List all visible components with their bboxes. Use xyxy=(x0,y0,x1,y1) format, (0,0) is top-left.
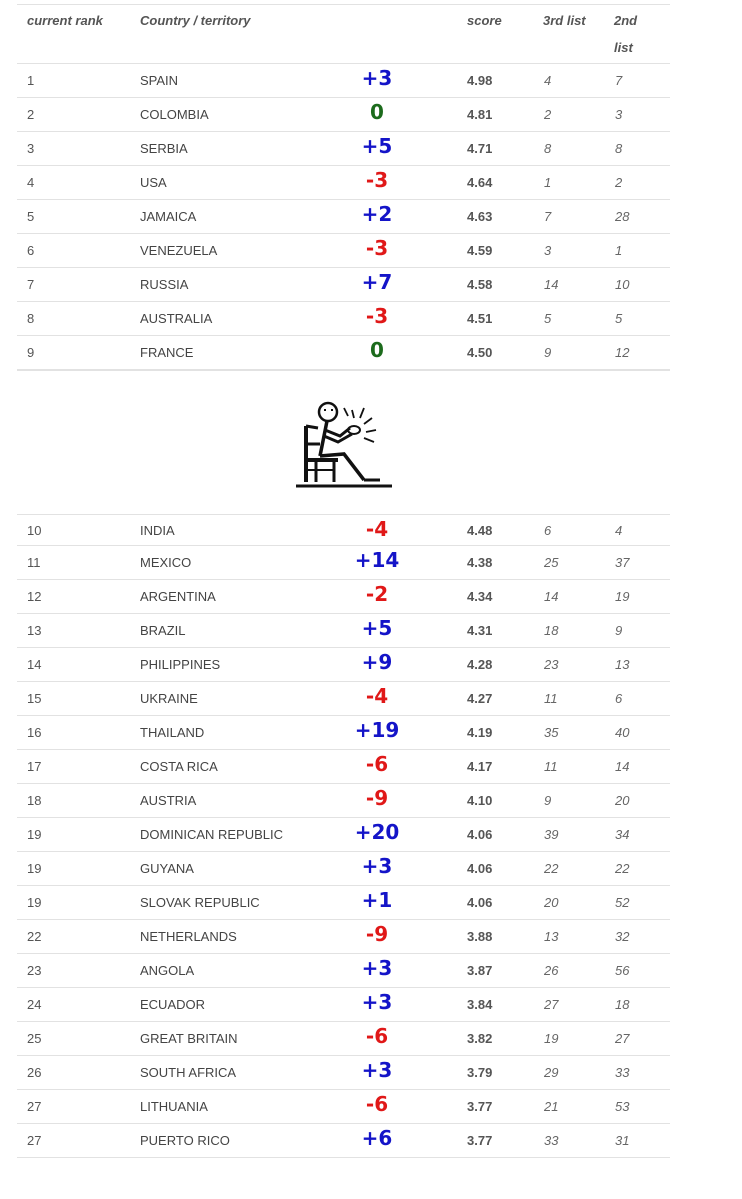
rank-cell: 6 xyxy=(27,243,35,258)
divider xyxy=(17,370,670,371)
third-list-cell: 19 xyxy=(544,1031,559,1046)
table-row xyxy=(17,302,670,336)
table-row xyxy=(17,886,670,920)
country-cell: SLOVAK REPUBLIC xyxy=(140,895,260,910)
country-cell: MEXICO xyxy=(140,555,192,570)
country-cell: ARGENTINA xyxy=(140,589,216,604)
table-row xyxy=(17,818,670,852)
table-header xyxy=(17,4,670,64)
score-cell: 4.27 xyxy=(467,691,493,706)
rank-cell: 3 xyxy=(27,141,35,156)
country-cell: LITHUANIA xyxy=(140,1099,208,1114)
score-cell: 4.71 xyxy=(467,141,493,156)
country-cell: GREAT BRITAIN xyxy=(140,1031,238,1046)
rank-change-cell: +3 xyxy=(361,1058,393,1082)
third-list-cell: 18 xyxy=(544,623,559,638)
table-row xyxy=(17,234,670,268)
country-cell: INDIA xyxy=(140,523,175,538)
second-list-cell: 13 xyxy=(615,657,630,672)
header-second-list-line2: list xyxy=(614,40,633,55)
table-row xyxy=(17,682,670,716)
rank-cell: 13 xyxy=(27,623,42,638)
rank-change-cell: +5 xyxy=(361,134,393,158)
rank-change-cell: -4 xyxy=(365,684,389,708)
header-third-list: 3rd list xyxy=(543,13,586,28)
table-row xyxy=(17,716,670,750)
country-cell: JAMAICA xyxy=(140,209,197,224)
table-row xyxy=(17,64,670,98)
country-cell: PHILIPPINES xyxy=(140,657,221,672)
third-list-cell: 27 xyxy=(544,997,559,1012)
table-row xyxy=(17,750,670,784)
score-cell: 3.88 xyxy=(467,929,493,944)
table-row xyxy=(17,132,670,166)
second-list-cell: 22 xyxy=(615,861,630,876)
rank-change-cell: +3 xyxy=(361,854,393,878)
country-cell: NETHERLANDS xyxy=(140,929,237,944)
rank-change-cell: +9 xyxy=(361,650,393,674)
rank-change-cell: -6 xyxy=(365,1024,389,1048)
second-list-cell: 2 xyxy=(615,175,623,190)
table-row xyxy=(17,920,670,954)
rank-change-cell: -6 xyxy=(365,752,389,776)
header-second-list: 2nd xyxy=(614,13,638,28)
second-list-cell: 12 xyxy=(615,345,630,360)
country-cell: BRAZIL xyxy=(140,623,186,638)
table-row xyxy=(17,614,670,648)
score-cell: 4.06 xyxy=(467,895,493,910)
second-list-cell: 3 xyxy=(615,107,623,122)
second-list-cell: 4 xyxy=(615,523,623,538)
rank-change-cell: +3 xyxy=(361,990,393,1014)
rank-cell: 9 xyxy=(27,345,35,360)
country-cell: UKRAINE xyxy=(140,691,198,706)
score-cell: 4.06 xyxy=(467,861,493,876)
table-row xyxy=(17,580,670,614)
score-cell: 4.17 xyxy=(467,759,493,774)
rank-cell: 22 xyxy=(27,929,42,944)
table-row xyxy=(17,784,670,818)
third-list-cell: 4 xyxy=(544,73,552,88)
rank-change-cell: -3 xyxy=(365,304,389,328)
second-list-cell: 52 xyxy=(615,895,630,910)
rank-cell: 12 xyxy=(27,589,42,604)
country-cell: ANGOLA xyxy=(140,963,195,978)
table-row xyxy=(17,988,670,1022)
score-cell: 3.77 xyxy=(467,1099,493,1114)
person-in-chair-clapping-icon xyxy=(294,394,394,490)
rank-cell: 26 xyxy=(27,1065,42,1080)
country-cell: THAILAND xyxy=(140,725,205,740)
score-cell: 4.10 xyxy=(467,793,493,808)
rank-cell: 14 xyxy=(27,657,42,672)
third-list-cell: 25 xyxy=(544,555,559,570)
third-list-cell: 21 xyxy=(544,1099,559,1114)
rank-cell: 2 xyxy=(27,107,35,122)
header-rank: current rank xyxy=(27,13,103,28)
rank-change-cell: 0 xyxy=(370,100,384,124)
rank-cell: 27 xyxy=(27,1133,42,1148)
third-list-cell: 6 xyxy=(544,523,552,538)
rank-cell: 23 xyxy=(27,963,42,978)
rank-cell: 11 xyxy=(27,555,41,570)
third-list-cell: 11 xyxy=(544,691,558,706)
country-cell: DOMINICAN REPUBLIC xyxy=(140,827,284,842)
second-list-cell: 32 xyxy=(615,929,630,944)
country-cell: COLOMBIA xyxy=(140,107,209,122)
country-cell: FRANCE xyxy=(140,345,194,360)
rank-change-cell: -4 xyxy=(365,517,389,541)
third-list-cell: 1 xyxy=(544,175,552,190)
score-cell: 4.58 xyxy=(467,277,493,292)
country-cell: SPAIN xyxy=(140,73,179,88)
second-list-cell: 28 xyxy=(615,209,630,224)
rank-cell: 1 xyxy=(27,73,35,88)
second-list-cell: 9 xyxy=(615,623,623,638)
rank-cell: 24 xyxy=(27,997,42,1012)
second-list-cell: 56 xyxy=(615,963,630,978)
rank-change-cell: +1 xyxy=(361,888,393,912)
table-row xyxy=(17,852,670,886)
table-row xyxy=(17,648,670,682)
country-cell: SOUTH AFRICA xyxy=(140,1065,237,1080)
rank-change-cell: -3 xyxy=(365,168,389,192)
score-cell: 3.77 xyxy=(467,1133,493,1148)
rank-cell: 5 xyxy=(27,209,35,224)
rank-change-cell: -3 xyxy=(365,236,389,260)
rank-change-cell: +5 xyxy=(361,616,393,640)
score-cell: 4.28 xyxy=(467,657,493,672)
third-list-cell: 29 xyxy=(544,1065,559,1080)
score-cell: 4.98 xyxy=(467,73,493,88)
second-list-cell: 7 xyxy=(615,73,623,88)
table-row xyxy=(17,1056,670,1090)
score-cell: 4.50 xyxy=(467,345,493,360)
third-list-cell: 23 xyxy=(544,657,559,672)
table-row xyxy=(17,200,670,234)
second-list-cell: 8 xyxy=(615,141,623,156)
third-list-cell: 11 xyxy=(544,759,558,774)
table-row xyxy=(17,336,670,370)
second-list-cell: 20 xyxy=(615,793,630,808)
rank-cell: 18 xyxy=(27,793,42,808)
rank-cell: 4 xyxy=(27,175,35,190)
country-cell: AUSTRIA xyxy=(140,793,197,808)
second-list-cell: 27 xyxy=(615,1031,630,1046)
second-list-cell: 1 xyxy=(615,243,623,258)
second-list-cell: 5 xyxy=(615,311,623,326)
rank-change-cell: +3 xyxy=(361,66,393,90)
rank-change-cell: +7 xyxy=(361,270,393,294)
rank-change-cell: +14 xyxy=(354,548,400,572)
rank-change-cell: -6 xyxy=(365,1092,389,1116)
second-list-cell: 6 xyxy=(615,691,623,706)
rank-cell: 16 xyxy=(27,725,42,740)
country-cell: SERBIA xyxy=(140,141,188,156)
rank-change-cell: +19 xyxy=(354,718,400,742)
table-row xyxy=(17,98,670,132)
country-cell: USA xyxy=(140,175,167,190)
table-row xyxy=(17,515,670,546)
rank-change-cell: +20 xyxy=(354,820,400,844)
score-cell: 3.82 xyxy=(467,1031,493,1046)
score-cell: 4.51 xyxy=(467,311,493,326)
country-cell: ECUADOR xyxy=(140,997,206,1012)
third-list-cell: 3 xyxy=(544,243,552,258)
third-list-cell: 20 xyxy=(544,895,559,910)
score-cell: 4.48 xyxy=(467,523,493,538)
second-list-cell: 33 xyxy=(615,1065,630,1080)
rank-change-cell: -9 xyxy=(365,922,389,946)
score-cell: 4.31 xyxy=(467,623,493,638)
second-list-cell: 10 xyxy=(615,277,630,292)
score-cell: 3.79 xyxy=(467,1065,493,1080)
third-list-cell: 39 xyxy=(544,827,559,842)
second-list-cell: 37 xyxy=(615,555,630,570)
third-list-cell: 33 xyxy=(544,1133,559,1148)
country-cell: PUERTO RICO xyxy=(140,1133,230,1148)
third-list-cell: 14 xyxy=(544,589,559,604)
second-list-cell: 53 xyxy=(615,1099,630,1114)
country-cell: GUYANA xyxy=(140,861,194,876)
table-row xyxy=(17,1090,670,1124)
second-list-cell: 14 xyxy=(615,759,630,774)
second-list-cell: 19 xyxy=(615,589,630,604)
score-cell: 3.84 xyxy=(467,997,493,1012)
score-cell: 4.64 xyxy=(467,175,493,190)
header-country: Country / territory xyxy=(140,13,251,28)
country-cell: COSTA RICA xyxy=(140,759,218,774)
table-row xyxy=(17,166,670,200)
table-row xyxy=(17,1124,670,1158)
third-list-cell: 8 xyxy=(544,141,552,156)
second-list-cell: 40 xyxy=(615,725,630,740)
score-cell: 3.87 xyxy=(467,963,493,978)
table-row xyxy=(17,1022,670,1056)
table-row xyxy=(17,954,670,988)
country-cell: AUSTRALIA xyxy=(140,311,213,326)
third-list-cell: 7 xyxy=(544,209,552,224)
rank-cell: 10 xyxy=(27,523,42,538)
third-list-cell: 5 xyxy=(544,311,552,326)
score-cell: 4.19 xyxy=(467,725,493,740)
rank-cell: 19 xyxy=(27,827,42,842)
second-list-cell: 31 xyxy=(615,1133,630,1148)
score-cell: 4.38 xyxy=(467,555,493,570)
second-list-cell: 18 xyxy=(615,997,630,1012)
rank-cell: 15 xyxy=(27,691,42,706)
score-cell: 4.59 xyxy=(467,243,493,258)
third-list-cell: 35 xyxy=(544,725,559,740)
rank-cell: 27 xyxy=(27,1099,42,1114)
rank-change-cell: +3 xyxy=(361,956,393,980)
third-list-cell: 14 xyxy=(544,277,559,292)
header-score: score xyxy=(467,13,502,28)
rank-change-cell: +2 xyxy=(361,202,393,226)
rank-cell: 19 xyxy=(27,895,42,910)
third-list-cell: 9 xyxy=(544,345,552,360)
score-cell: 4.81 xyxy=(467,107,493,122)
second-list-cell: 34 xyxy=(615,827,630,842)
third-list-cell: 26 xyxy=(544,963,559,978)
rank-change-cell: 0 xyxy=(370,338,384,362)
rank-change-cell: -2 xyxy=(365,582,389,606)
rank-cell: 19 xyxy=(27,861,42,876)
rank-change-cell: +6 xyxy=(361,1126,393,1150)
third-list-cell: 22 xyxy=(544,861,559,876)
score-cell: 4.63 xyxy=(467,209,493,224)
rank-change-cell: -9 xyxy=(365,786,389,810)
third-list-cell: 13 xyxy=(544,929,559,944)
country-cell: VENEZUELA xyxy=(140,243,218,258)
country-cell: RUSSIA xyxy=(140,277,189,292)
table-row xyxy=(17,268,670,302)
third-list-cell: 9 xyxy=(544,793,552,808)
third-list-cell: 2 xyxy=(544,107,552,122)
score-cell: 4.34 xyxy=(467,589,493,604)
table-row xyxy=(17,546,670,580)
rank-cell: 17 xyxy=(27,759,42,774)
rank-cell: 8 xyxy=(27,311,35,326)
rank-cell: 25 xyxy=(27,1031,42,1046)
score-cell: 4.06 xyxy=(467,827,493,842)
rank-cell: 7 xyxy=(27,277,35,292)
